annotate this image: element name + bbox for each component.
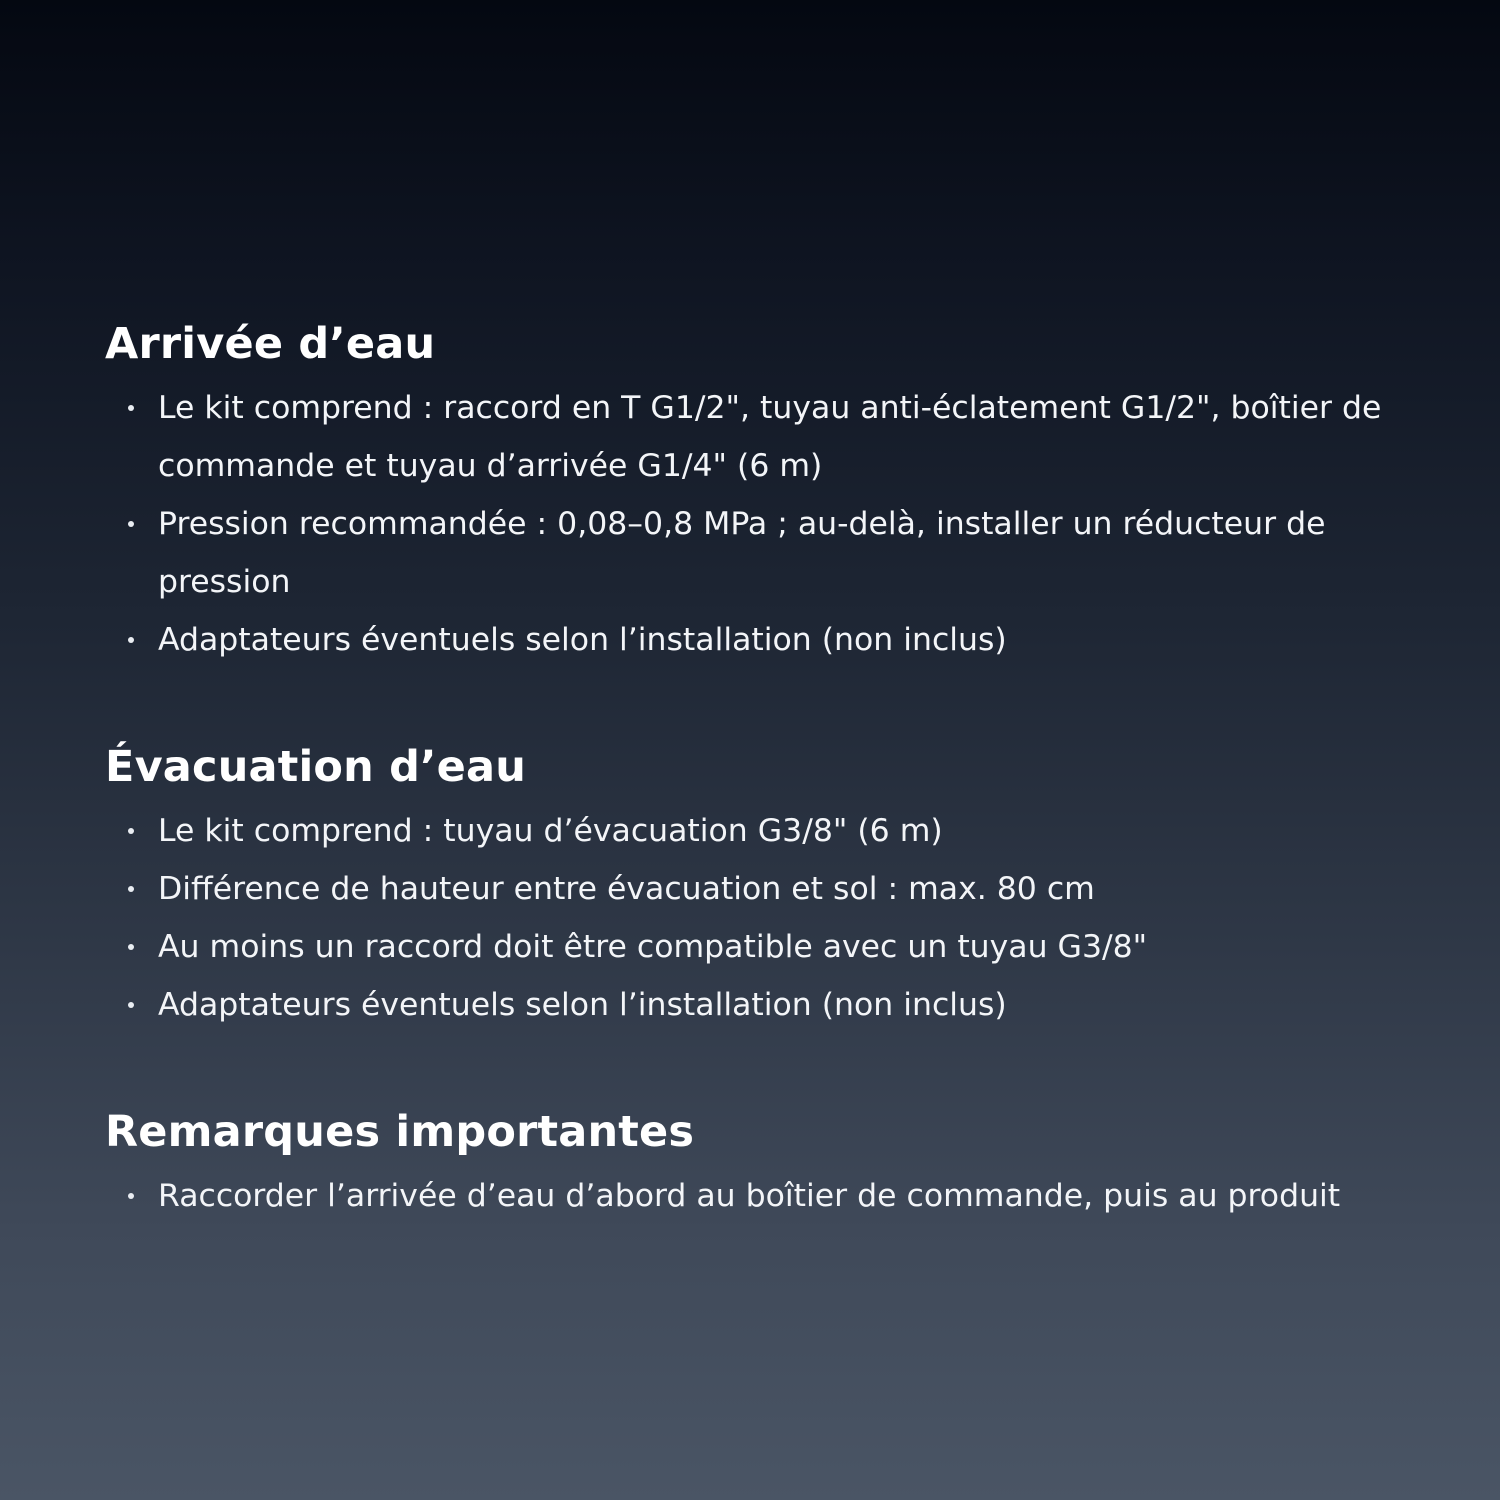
- section-title: Évacuation d’eau: [105, 742, 527, 792]
- spec-content: [105, 312, 1435, 1225]
- bullet-icon: [128, 828, 134, 834]
- list-item: [105, 976, 1435, 1034]
- list-item: [105, 495, 1435, 611]
- list-item: [105, 1167, 1435, 1225]
- bullet-icon: [128, 886, 134, 892]
- section-important-notes: [105, 1100, 1435, 1225]
- section-water-inlet: [105, 312, 1435, 669]
- section-title: Remarques importantes: [105, 1107, 695, 1157]
- bullet-list: [105, 1167, 1435, 1225]
- list-item-text: Adaptateurs éventuels selon l’installation (non inclus): [158, 987, 1007, 1023]
- list-item: [105, 860, 1435, 918]
- bullet-icon: [128, 637, 134, 643]
- bullet-icon: [128, 1193, 134, 1199]
- bullet-icon: [128, 944, 134, 950]
- list-item-text: Au moins un raccord doit être compatible avec un tuyau G3/8": [158, 929, 1148, 965]
- list-item: [105, 611, 1435, 669]
- list-item-text: Adaptateurs éventuels selon l’installation (non inclus): [158, 622, 1007, 658]
- list-item-text: Le kit comprend : tuyau d’évacuation G3/8" (6 m): [158, 813, 943, 849]
- list-item: [105, 379, 1435, 495]
- list-item-text: Le kit comprend : raccord en T G1/2", tuyau anti-éclatement G1/2", boîtier de commande et tuyau d’arrivée G1/4" (6 m): [158, 390, 1382, 484]
- section-title: Arrivée d’eau: [105, 319, 436, 369]
- bullet-list: [105, 802, 1435, 1034]
- list-item-text: Pression recommandée : 0,08–0,8 MPa ; au-delà, installer un réducteur de pression: [158, 506, 1326, 600]
- bullet-icon: [128, 521, 134, 527]
- list-item-text: Raccorder l’arrivée d’eau d’abord au boîtier de commande, puis au produit: [158, 1178, 1341, 1214]
- bullet-list: [105, 379, 1435, 669]
- bullet-icon: [128, 1002, 134, 1008]
- section-water-drain: [105, 735, 1435, 1034]
- bullet-icon: [128, 405, 134, 411]
- list-item: [105, 802, 1435, 860]
- list-item-text: Différence de hauteur entre évacuation et sol : max. 80 cm: [158, 871, 1095, 907]
- list-item: [105, 918, 1435, 976]
